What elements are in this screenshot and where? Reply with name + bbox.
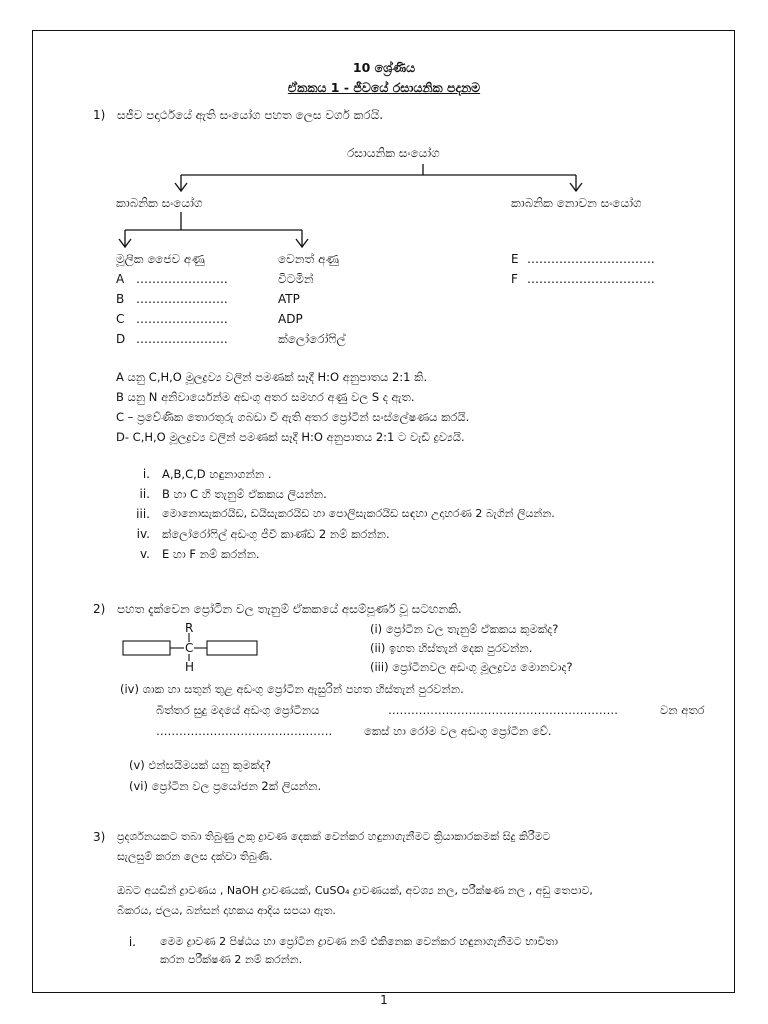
q2-sub-vi: (vi) ප්‍රෝටීන වල ප්‍රයෝජන 2ක් ලියන්න. <box>129 779 322 793</box>
fact-c: C – ප්‍රවේණික තොරතුරු ගබඩා වී ඇති අතර ප්‍රෝටීන් සංස්ලේෂණය කරයි. <box>116 410 470 424</box>
tree-root: රසායනික සංයෝග <box>347 146 440 160</box>
q2-intro: පහත දැක්වෙන ප්‍රෝටීන වල තැනුම් ඒකකයේ අසම්පූර්ණ වූ සටහනකි. <box>117 602 462 616</box>
struct-r: R <box>185 621 194 635</box>
q3-para-line2: බීකරය, ජලය, බන්සන් දාහකය ආදිය සපයා ඇත. <box>117 904 336 917</box>
fact-a: A යනු C,H,O මූලද්‍රව්‍ය වලින් පමණක් සෑදී H:O අනුපාතය 2:1 කි. <box>116 370 428 384</box>
tree-inorganic: කාබනික නොවන සංයෝග <box>511 196 642 210</box>
q2-sub-ii: (ii) ඉහත හිස්තැන් දෙක පුරවන්න. <box>370 641 533 655</box>
task-5-num: v. <box>140 547 150 561</box>
q2-sub-iii: (iii) ප්‍රෝටීනවල අඩංගු මූලද්‍රව්‍ය මොනවාද? <box>370 660 573 674</box>
basic-biomolecules: මූලික ජෛව අණු <box>116 252 205 266</box>
task-3-text: මොනොසැකරයිඩ, ඩයිසැකරයිඩ හා පොලිසැකරයිඩ සඳහා උදාහරණ 2 බැගින් ලියන්න. <box>162 507 555 520</box>
blank-f-letter: F <box>511 272 518 286</box>
task-4-text: ක්ලෝරෝෆිල් අඩංගු ජීවී කාණ්ඩ 2 නම් කරන්න. <box>162 527 390 541</box>
struct-h: H <box>185 660 195 674</box>
q2-sub-iv: (iv) ශාක හා සතුන් තුළ අඩංගු ප්‍රෝටීන ඇසුරින් පහත හිස්තැන් පුරවන්න. <box>120 682 464 696</box>
fact-b: B යනු N අනිවාර්යෙන්ම අඩංගු අතර සමහර අණු වල S ද ඇත. <box>116 390 415 404</box>
q3-number: 3) <box>93 830 106 844</box>
blank-d-dots: ………………….. <box>136 332 228 346</box>
other-item-vitamin: විටමින් <box>278 272 314 286</box>
task-4-num: iv. <box>136 527 150 541</box>
q2-iv-line1-dots: …………………………………………………… <box>388 703 618 717</box>
blank-a-letter: A <box>116 272 125 286</box>
task-5-text: E හා F නම් කරන්න. <box>162 547 260 561</box>
task-1-num: i. <box>142 467 150 481</box>
page-number: 1 <box>380 993 388 1007</box>
blank-a-dots: ………………….. <box>136 272 228 286</box>
grade-title: 10 ශ්‍රේණිය <box>352 60 416 75</box>
other-item-atp: ATP <box>278 292 300 306</box>
q3-task-num: i. <box>128 935 136 949</box>
task-3-num: iii. <box>136 507 150 521</box>
blank-d-letter: D <box>116 332 126 346</box>
q2-iv-line2-dots: ………………………………………. <box>156 724 333 738</box>
q1-number: 1) <box>93 108 106 122</box>
blank-c-dots: ………………….. <box>136 312 228 326</box>
q3-para-line1: ඔබට අයඩින් ද්‍රාවණය , NaOH ද්‍රාවණයක්, CuSO₄ ද්‍රාවණයක්, අවශ්‍ය නල, පරීක්ෂණ නල , අඩු තෙපාව, <box>117 884 593 897</box>
other-item-chlorophyll: ක්ලෝරෝෆිල් <box>278 332 346 346</box>
blank-b-letter: B <box>116 292 125 306</box>
q3-task-line2: කරන පරීක්ෂණ 2 නම් කරන්න. <box>160 953 303 966</box>
q3-intro-line2: සැලසුම් කරන ලෙස දක්වා තිබුණි. <box>117 850 273 863</box>
q2-number: 2) <box>93 602 106 616</box>
q3-task-line1: මෙම ද්‍රාවණ 2 පිෂ්ඨය හා ප්‍රෝටීන ද්‍රාවණ නම් එකිනෙක වෙන්කර හඳුනාගැනීමට භාවිතා <box>160 935 558 948</box>
q2-sub-v: (v) එන්සයිමයක් යනු කුමක්ද? <box>129 758 272 772</box>
q2-iv-line1-b: වන අතර <box>660 703 705 717</box>
q2-iv-line2-b: කෙස් හා රෝම වල අඩංගු ප්‍රෝටීන වේ. <box>364 724 552 738</box>
fact-d: D- C,H,O මූලද්‍රව්‍ය වලින් පමණක් සෑදී H:O අනුපාතය 2:1 ට වැඩි ද්‍රව්‍යයි. <box>116 430 465 444</box>
task-2-text: B හා C හි තැනුම් ඒකකය ලියන්න. <box>162 487 327 501</box>
blank-f-dots: ………………………….. <box>527 272 655 286</box>
struct-c: C <box>185 641 194 655</box>
q2-iv-line1-a: බිත්තර සුදු මදයේ අඩංගු ප්‍රෝටීනය <box>156 703 320 717</box>
q3-intro-line1: ප්‍රදර්ශනයකට තබා තිබුණු උකු ද්‍රාවණ දෙකක් වෙන්කර හඳුනාගැනීමට ක්‍රියාකාරකමක් සිදු කිරීමට <box>117 830 551 843</box>
other-molecules: වෙනත් අණු <box>278 252 339 266</box>
task-2-num: ii. <box>139 487 150 501</box>
tree-organic: කාබනික සංයෝග <box>116 196 203 210</box>
other-item-adp: ADP <box>278 312 303 326</box>
unit-title: ඒකකය 1 - ජීවයේ රසායනික පදනම <box>287 80 481 95</box>
blank-b-dots: ………………….. <box>136 292 228 306</box>
blank-e-dots: ………………………….. <box>527 252 655 266</box>
q1-intro: සජීව පදාර්ථයේ ඇති සංයෝග පහත ලෙස වර්ග කරයි. <box>117 108 384 122</box>
blank-e-letter: E <box>511 252 519 266</box>
q2-sub-i: (i) ප්‍රෝටීන වල තැනුම් ඒකකය කුමක්ද? <box>370 622 559 636</box>
task-1-text: A,B,C,D හඳුනාගන්න . <box>162 467 272 481</box>
blank-c-letter: C <box>116 312 125 326</box>
